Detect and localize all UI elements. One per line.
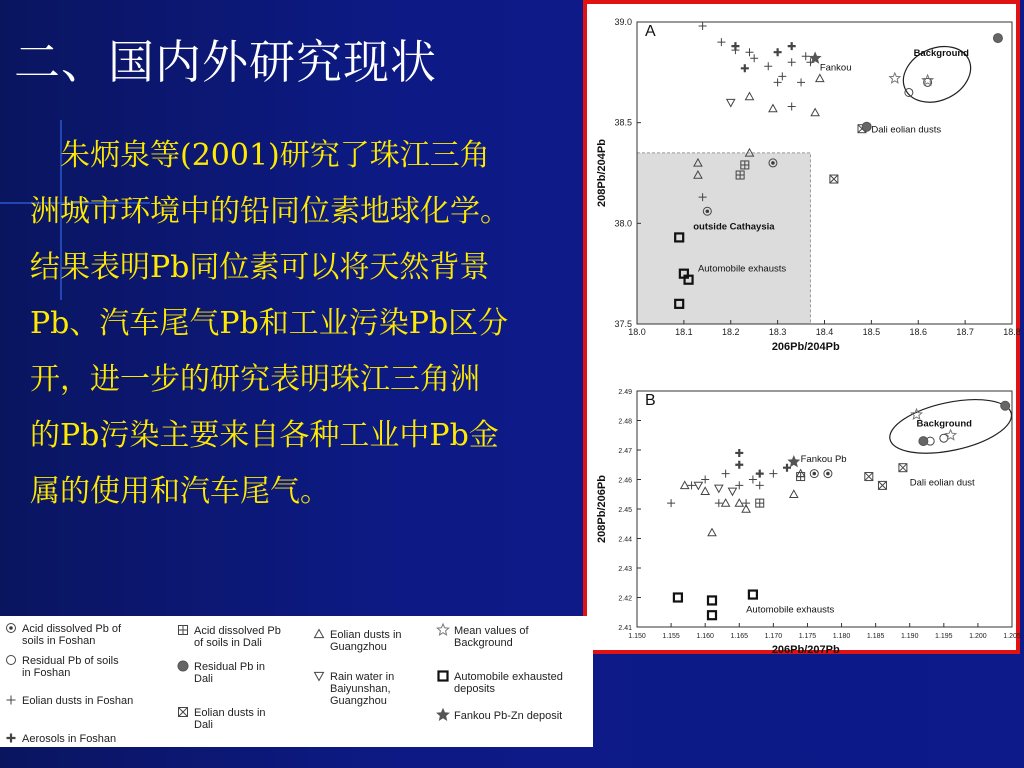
- chart-annotation: Fankou: [819, 62, 852, 74]
- data-point: [749, 591, 757, 599]
- x-tick-label: 1.180: [832, 633, 851, 640]
- y-tick-label: 39.0: [614, 17, 632, 27]
- legend-label: Residual Pb in: [194, 661, 265, 673]
- data-point: [708, 596, 716, 604]
- body-line: 开，进一步的研究表明珠江三角洲: [30, 362, 480, 397]
- x-tick-label: 1.165: [730, 633, 749, 640]
- isotope-charts: [587, 4, 1021, 656]
- data-point: [789, 456, 799, 466]
- body-line: Pb、汽车尾气Pb和工业污染Pb区分: [30, 306, 509, 341]
- chart-annotation: Background: [913, 48, 969, 60]
- panel-label: A: [645, 23, 656, 40]
- chart-annotation: Fankou Pb: [800, 453, 847, 465]
- data-point: [731, 42, 739, 50]
- x-tick-label: 1.185: [866, 633, 885, 640]
- x-tick-label: 1.195: [935, 633, 953, 640]
- legend-marker: [179, 708, 188, 717]
- legend-item: [7, 695, 134, 707]
- chart-annotation: Dali eolian dusts: [871, 124, 942, 136]
- legend-label: Guangzhou: [330, 695, 387, 707]
- x-tick-label: 18.8: [1003, 327, 1021, 337]
- x-tick-label: 1.205: [1003, 633, 1021, 640]
- data-point: [788, 58, 796, 66]
- data-point: [769, 470, 777, 478]
- legend-label: Background: [454, 637, 513, 649]
- legend-item: [437, 709, 562, 722]
- chart-annotation: Dali eolian dust: [909, 477, 975, 489]
- data-point: [769, 105, 777, 112]
- data-point: [715, 485, 723, 492]
- data-point: [790, 490, 798, 497]
- data-point: [878, 481, 886, 489]
- y-tick-label: 2.48: [618, 418, 632, 426]
- data-point: [699, 22, 707, 30]
- data-point: [824, 470, 832, 478]
- legend-item: [439, 671, 563, 695]
- legend-marker: [7, 734, 16, 743]
- data-point: [778, 72, 786, 80]
- body-line: 的Pb污染主要来自各种工业中Pb金: [30, 418, 499, 453]
- x-tick-label: 18.4: [815, 327, 834, 337]
- legend-item: [437, 624, 529, 649]
- legend-marker: [315, 672, 324, 680]
- legend-marker: [315, 630, 324, 638]
- data-point: [940, 434, 948, 442]
- y-axis-label: 208Pb/206Pb: [596, 475, 608, 543]
- legend-item: [179, 625, 281, 649]
- data-point: [797, 78, 805, 86]
- data-point: [830, 175, 838, 183]
- data-point: [746, 48, 754, 56]
- data-point: [749, 476, 757, 484]
- legend-marker: [179, 626, 188, 635]
- x-axis-label: 206Pb/204Pb: [771, 341, 840, 353]
- chart-annotation: Automobile exhausts: [746, 604, 835, 616]
- data-point: [727, 99, 735, 106]
- data-point: [919, 437, 928, 446]
- data-point: [722, 470, 730, 478]
- y-axis-label: 208Pb/204Pb: [596, 139, 608, 207]
- legend-label: Dali: [194, 673, 213, 685]
- data-point: [728, 488, 736, 495]
- data-point: [694, 482, 702, 489]
- x-tick-label: 18.5: [862, 327, 881, 337]
- legend-label: Automobile exhausted: [454, 671, 563, 683]
- slide-title: 二、国内外研究现状: [14, 35, 437, 89]
- data-point: [899, 464, 907, 472]
- chart-annotation: Background: [916, 418, 972, 430]
- legend-marker: [7, 696, 16, 705]
- legend-item: [7, 623, 122, 647]
- x-tick-label: 18.1: [675, 327, 693, 337]
- y-tick-label: 2.41: [618, 625, 632, 632]
- legend-label: in Foshan: [22, 667, 71, 679]
- chart-annotation: Automobile exhausts: [697, 263, 787, 275]
- data-point: [735, 499, 743, 506]
- data-point: [708, 529, 716, 536]
- data-point: [788, 103, 796, 111]
- data-point: [708, 611, 716, 619]
- legend-label: of soils in Dali: [194, 637, 262, 649]
- x-tick-label: 1.150: [628, 633, 646, 640]
- data-point: [810, 470, 818, 478]
- data-point: [756, 470, 764, 478]
- data-point: [865, 473, 873, 481]
- legend-item: [7, 655, 120, 679]
- outside-cathaysia-region: [637, 153, 810, 324]
- data-point: [717, 38, 725, 46]
- x-tick-label: 18.3: [768, 327, 787, 337]
- chart-panel-A: [596, 0, 1021, 353]
- legend-item: [178, 661, 265, 685]
- data-point: [802, 52, 810, 60]
- body-line: 朱炳泉等(2001)研究了珠江三角: [30, 138, 490, 173]
- panel-label: B: [645, 392, 656, 409]
- data-point: [774, 78, 782, 86]
- y-tick-label: 2.45: [618, 507, 632, 514]
- data-point: [816, 74, 824, 81]
- figure-frame: [583, 0, 1020, 654]
- data-point: [722, 499, 730, 506]
- x-axis-label: 206Pb/207Pb: [771, 644, 840, 656]
- legend-marker: [7, 656, 16, 665]
- legend-label: deposits: [454, 683, 495, 695]
- legend-label: Fankou Pb-Zn deposit: [454, 710, 563, 722]
- data-point: [756, 499, 764, 507]
- data-point: [783, 464, 791, 472]
- legend-marker: [437, 709, 448, 720]
- data-point: [810, 53, 821, 63]
- chart-panel-B: [596, 389, 1021, 656]
- x-tick-label: 1.175: [798, 633, 817, 640]
- legend-item: [179, 707, 266, 731]
- legend-marker: [7, 624, 16, 633]
- data-point: [1001, 401, 1010, 410]
- data-point: [667, 499, 675, 507]
- x-tick-label: 18.7: [956, 327, 974, 337]
- legend-item: [315, 671, 395, 707]
- data-point: [746, 92, 754, 99]
- data-point: [674, 594, 682, 602]
- legend-label: Mean values of: [454, 625, 529, 637]
- legend-label: soils in Foshan: [22, 635, 96, 647]
- slide-body-text: [30, 128, 570, 520]
- data-point: [750, 54, 758, 62]
- legend-label: Acid dissolved Pb of: [22, 623, 122, 635]
- body-line: 洲城市环境中的铅同位素地球化学。: [30, 194, 510, 229]
- legend-label: Eolian dusts in Foshan: [22, 695, 134, 707]
- x-tick-label: 1.190: [900, 633, 919, 640]
- legend-label: Rain water in: [330, 671, 395, 683]
- y-tick-label: 38.0: [614, 218, 632, 229]
- data-point: [890, 73, 900, 83]
- data-point: [741, 64, 749, 72]
- data-point: [735, 449, 743, 457]
- y-tick-label: 2.43: [618, 566, 632, 573]
- legend-svg: [0, 616, 593, 747]
- body-line: 属的使用和汽车尾气。: [30, 474, 330, 509]
- x-tick-label: 18.0: [628, 327, 646, 337]
- chart-annotation: outside Cathaysia: [693, 221, 775, 233]
- legend-label: Aerosols in Foshan: [22, 733, 117, 745]
- x-tick-label: 1.155: [662, 633, 680, 640]
- data-point: [681, 481, 689, 488]
- legend-label: Guangzhou: [330, 641, 387, 653]
- x-tick-label: 1.170: [764, 633, 783, 640]
- data-point: [993, 34, 1002, 43]
- data-point: [764, 62, 772, 70]
- legend-item: [315, 629, 402, 653]
- data-point: [774, 48, 782, 56]
- legend-label: Eolian dusts in: [194, 707, 266, 719]
- legend-marker: [178, 661, 188, 671]
- legend-item: [7, 733, 117, 745]
- y-tick-label: 38.5: [614, 117, 632, 128]
- y-tick-label: 2.46: [618, 477, 632, 485]
- x-tick-label: 1.200: [969, 633, 987, 640]
- legend-marker: [437, 624, 448, 635]
- legend-label: Eolian dusts in: [330, 629, 402, 641]
- data-point: [788, 42, 796, 50]
- legend-label: Residual Pb of soils: [22, 655, 119, 667]
- y-tick-label: 2.47: [618, 448, 632, 455]
- data-point: [862, 122, 871, 131]
- legend-marker: [439, 672, 448, 681]
- data-point: [756, 481, 764, 489]
- x-tick-label: 18.2: [721, 327, 740, 337]
- data-point: [811, 109, 819, 116]
- body-line: 结果表明Pb同位素可以将天然背景: [30, 250, 490, 285]
- legend-label: Dali: [194, 719, 213, 731]
- data-point: [735, 461, 743, 469]
- legend-label: Acid dissolved Pb: [194, 625, 281, 637]
- y-tick-label: 2.44: [618, 536, 632, 544]
- y-tick-label: 2.49: [618, 389, 632, 396]
- y-tick-label: 37.5: [614, 319, 632, 329]
- y-tick-label: 2.42: [618, 595, 632, 603]
- data-point: [945, 430, 956, 440]
- legend-label: Baiyunshan,: [330, 683, 391, 695]
- x-tick-label: 18.6: [909, 327, 928, 337]
- chart-legend: [0, 616, 593, 747]
- data-point: [701, 487, 709, 494]
- x-tick-label: 1.160: [696, 633, 714, 640]
